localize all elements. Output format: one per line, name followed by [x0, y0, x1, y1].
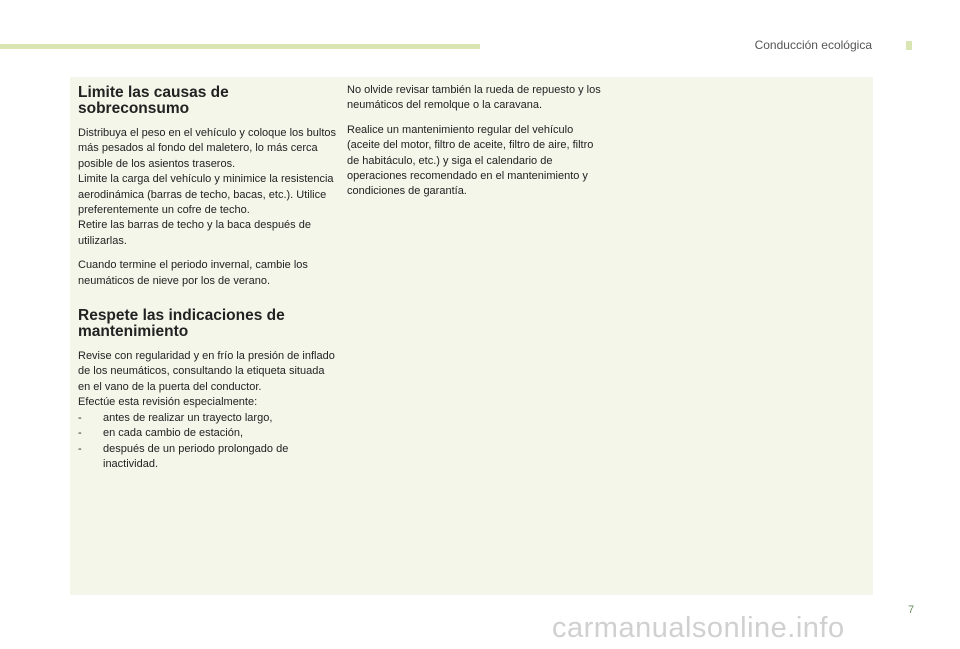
paragraph-tyre-pressure-line1: Revise con regularidad y en frío la presión de inflado de los neumáticos, consultando la etiqueta situada en el vano de la puerta del conductor.: [78, 350, 335, 393]
heading-overconsumption: Limite las causas de sobreconsumo: [78, 84, 229, 117]
list-dash: -: [78, 411, 82, 424]
list-dash: -: [78, 442, 82, 455]
section-title: Conducción ecológica: [754, 38, 872, 52]
paragraph-weight-line1: Distribuya el peso en el vehículo y coloque los bultos más pesados al fondo del maletero, lo más cerca posible de los asientos traseros.: [78, 127, 337, 170]
paragraph-weight-line2: Limite la carga del vehículo y minimice la resistencia aerodinámica (barras de techo, bacas, etc.). Utilice preferentemente un cofre de techo.: [78, 173, 334, 217]
paragraph-weight-line3: Retire las barras de techo y la baca después de utilizarlas.: [78, 219, 311, 247]
left-column: [78, 85, 338, 472]
paragraph-tyre-pressure: [78, 349, 338, 411]
paragraph-weight: [78, 126, 338, 249]
list-item-text: antes de realizar un trayecto largo,: [103, 411, 273, 424]
heading-maintenance: Respete las indicaciones de mantenimiento: [78, 307, 285, 341]
paragraph-regular-maintenance: Realice un mantenimiento regular del vehículo (aceite del motor, filtro de aceite, filtro de aire, filtro de habitáculo, etc.) y siga el calendario de operaciones recomendado en el mantenimiento y condiciones de garantía.: [347, 123, 594, 198]
content-panel: [70, 77, 873, 595]
paragraph-winter-tyres: Cuando termine el periodo invernal, cambie los neumáticos de nieve por los de verano.: [78, 259, 308, 287]
list-item-text: después de un periodo prolongado de inactividad.: [103, 442, 289, 470]
watermark: carmanualsonline.info: [552, 612, 845, 644]
header-accent-bar: [0, 44, 480, 49]
list-dash: -: [78, 427, 82, 440]
middle-column: [347, 83, 607, 209]
list-item: [78, 442, 338, 473]
check-list: [78, 411, 338, 473]
list-item-text: en cada cambio de estación,: [103, 427, 244, 440]
list-item: [78, 426, 338, 441]
page-number: 7: [908, 604, 915, 616]
paragraph-spare-wheel: No olvide revisar también la rueda de repuesto y los neumáticos del remolque o la caravana.: [347, 84, 601, 112]
list-item: [78, 411, 338, 426]
header-marker: [906, 41, 912, 50]
paragraph-tyre-pressure-line2: Efectúe esta revisión especialmente:: [78, 396, 258, 409]
